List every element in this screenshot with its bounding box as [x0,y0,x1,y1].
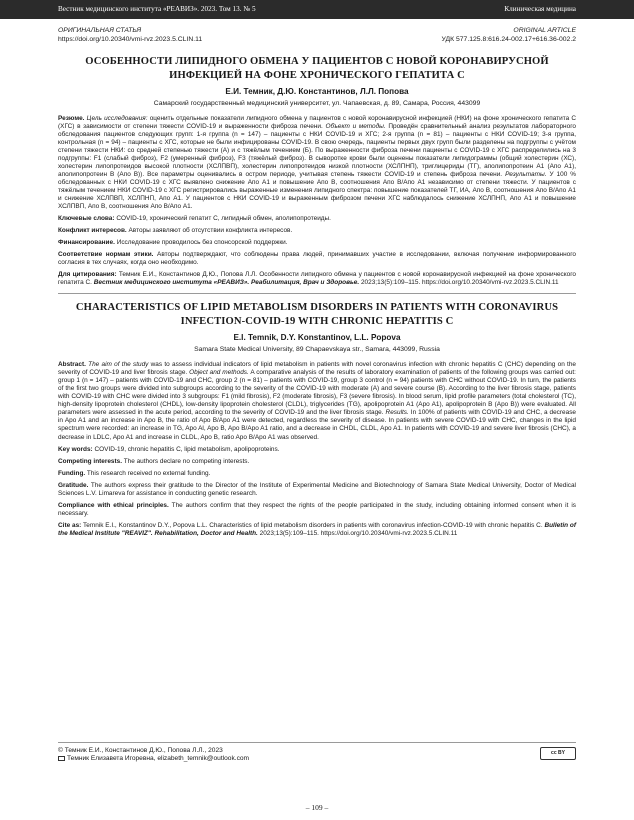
gratitude-en-text: The authors express their gratitude to the Director of the Institute of Experimental Medicine and Biotechnology of Samara State Medical University, Doctor of Medical Sciences L.V. Limareva for assistance in conducting genetic research. [58,481,576,497]
conflict-en-text: The authors declare no competing interests. [123,457,250,465]
results-en-label: Results. [385,409,409,417]
ethics-ru-label: Соответствие нормам этики. [58,251,154,259]
ethics-en [58,502,576,518]
keywords-ru [58,215,576,223]
results-en-text: In 100% of patients with COVID-19 and CHC, a decrease in Apo A1 and an increase in Apo B, the ratio of Apo B/Apo A1 were detected, regardless the severity of disease. In patients with severe COVID-19 with CHC, changes in the lipid spectrum were recorded: an increase in TG, Apo Al, Apo B, Apo B/Apo A1 ratio, and a decrease in CHDL, CLDL, Apo A1. In patients with COVID-19 and severe liver fibrosis (CHC), a decrease in LDLC, Apo A1 and increase in CLDL, Apo B, ratio Apo B/Apo A1 was observed. [58,409,576,441]
meta-right [442,27,576,44]
aim-en-text: was to assess individual indicators of lipid metabolism in patients with novel coronavirus infection with chronic hepatitis C (CHC) depending on the severity of COVID-19 and liver fibrosis stage. [58,361,576,377]
results-ru-label: Результаты. [505,170,547,178]
citation-en-text: Temnik E.I., Konstantinov D.Y., Popova L.L. Characteristics of lipid metabolism disorders in patients with coronavirus infection-COVID-19 with chronic hepatitis C. [83,521,543,529]
citation-en-doi[interactable]: 2023;13(5):109–115. https://doi.org/10.20340/vmi-rvz.2023.5.CLIN.11 [259,529,458,537]
citation-ru-label: Для цитирования: [58,271,117,279]
article-udc: УДК 577.125.8:616.24-002.17+616.36-002.2 [441,35,576,43]
methods-ru-label: Объект и методы. [325,122,386,130]
citation-ru [58,271,576,287]
article-title-ru: ОСОБЕННОСТИ ЛИПИДНОГО ОБМЕНА У ПАЦИЕНТОВ С НОВОЙ КОРОНАВИРУСНОЙ ИНФЕКЦИЕЙ НА ФОНЕ ХРОНИЧЕСКОГО ГЕПАТИТА С [85,56,549,81]
funding-ru-label: Финансирование. [58,239,115,247]
keywords-en-text: COVID-19, chronic hepatitis C, lipid metabolism, apolipoproteins. [94,445,280,453]
abstract-ru [58,115,576,212]
funding-ru-text: Исследование проводилось без спонсорской поддержки. [116,239,288,247]
gratitude-en [58,482,576,498]
article-meta [58,27,576,48]
conflict-en-label: Competing interests. [58,457,123,465]
conflict-en [58,458,576,466]
citation-en [58,522,576,538]
citation-ru-journal: Вестник медицинского института «РЕАВИЗ». Реабилитация, Врач и Здоровье. [93,279,360,287]
ethics-ru-text: Авторы подтверждают, что соблюдены права людей, принимавших участие в исследовании, включая получение информированного согласия в тех случаях, когда оно необходимо. [58,251,577,267]
abstract-ru-label: Резюме. [58,114,85,122]
meta-left [58,27,202,44]
conflict-ru [58,227,576,235]
citation-ru-text: Темник Е.И., Константинов Д.Ю., Попова Л.Л. Особенности липидного обмена у пациентов с новой коронавирусной инфекцией на фоне хронического гепатита С. [58,271,576,287]
contact-line [58,755,576,763]
citation-ru-doi[interactable]: 2023;13(5):109–115. https://doi.org/10.20340/vmi-rvz.2023.5.CLIN.11 [360,279,559,287]
funding-en [58,470,576,478]
article-doi-link[interactable]: https://doi.org/10.20340/vmi-rvz.2023.5.CLIN.11 [58,35,203,43]
cc-license-badge[interactable]: cc BY [540,747,576,760]
conflict-ru-label: Конфликт интересов. [58,227,127,235]
methods-en-text: A comparative analysis of the results of laboratory examination of patients of the following groups was carried out: group 1 (n = 147) – patients with COVID-19 and CHC, group 2 (n = 81) – patients with COVID-19, group 3 control (n = 94) patients with CHC without COVID-19. In turn, the patients of the first two groups were divided into subgroups according to the severity of the COVID-19 with moderate (A) and severe course (B). According to the liver fibrosis stage, patients with COVID-19 with CHC were divided into 3 subgroups: F1 (mild fibrosis), F2 (moderate fibrosis), F3 (severe fibrosis). In blood serum, lipid profile parameters (total cholesterol (TC), high-density lipoprotein cholesterol (CHDL), low-density lipoprotein cholesterol (CLDL), triglycerides (TG), apolipoprotein A1 (Apo A1), apolipoprotein B (Apo B)) were evaluated. All parameters were assessed in the acute period, according to the severity of COVID-19 and the liver fibrosis stage. [58,369,576,417]
citation-en-journal: Bulletin of the Medical Institute "REAVIZ". Rehabilitation, Doctor and Health. [58,521,576,537]
conflict-ru-text: Авторы заявляют об отсутствии конфликта интересов. [128,227,293,235]
footer-text [58,747,576,764]
gratitude-en-label: Gratitude. [58,481,89,489]
results-ru-text: У 100 % обследованных с НКИ COVID-19 с ХГС выявлено снижение Апо А1 и повышение Апо В, соотношения Апо В/Апо А1 независимо от степени тяжести. У пациентов с тяжёлым течением НКИ COVID-19 с ХГС регистрировались выраженные изменения липидного спектра: повышение показателей ТГ, ИА, Апо В, соотношения Апо В/Апо А1 и снижение ХСЛПВП, ХСЛПНП, Апо А1. У пациентов с НКИ COVID-19 и выраженным фиброзом печени ХГС наблюдалось снижение ХСЛПНП, Апо А1 и повышение ХСЛПВП, Апо В, соотношения Апо В/Апо А1. [58,170,576,211]
abstract-en-label: Abstract. [58,361,86,369]
keywords-en-label: Key words: [58,445,93,453]
footer-divider [58,742,576,743]
abstract-en [58,361,576,441]
article-title-en: CHARACTERISTICS OF LIPID METABOLISM DISORDERS IN PATIENTS WITH CORONAVIRUS INFECTION-COVID-19 WITH CHRONIC HEPATITIS C [75,302,559,327]
article-body [58,27,576,538]
page-footer [58,742,576,764]
keywords-ru-label: Ключевые слова: [58,215,115,223]
journal-header-section: Клиническая медицина [504,5,576,13]
keywords-en [58,446,576,454]
methods-ru-text: Проведён сравнительный анализ результатов лабораторного обследования пациентов следующих групп: 1-я группа (n = 147) – пациенты с НКИ COVID-19 и ХГС; 2-я группа (n = 81) – пациенты с НКИ COVID-19; 3-я группа, контрольная (n = 94) – пациенты с ХГС, которые не были инфицированы COVID-19. В свою очередь, пациенты первых двух групп были разделены на подгруппы с учётом степени тяжести НКИ: со средней степенью тяжести (А) и с тяжёлым течением (Б). По выраженности фиброза печени пациенты с COVID-19 с ХГС распределились на 3 подгруппы: F1 (слабый фиброз), F2 (умеренный фиброз), F3 (тяжёлый фиброз). В сыворотке крови были оценены показатели липидограммы (общий холестерин (ХС), холестерин липопротеидов высокой плотности (ХСЛПВП), холестерин липопротеидов низкой плотности (ХСЛПНП), триглицериды (ТГ), аполипопротеин А1 (Апо А1), аполипопротеин В (Апо В)). Все параметры оценивались в остром периоде, учитывая степень тяжести COVID-19 и степень фиброза печени. [58,122,576,178]
citation-en-label: Cite as: [58,521,82,529]
article-type-ru: ОРИГИНАЛЬНАЯ СТАТЬЯ [58,27,142,34]
affiliation-ru: Самарский государственный медицинский университет, ул. Чапаевская, д. 89, Самара, Россия, 443099 [153,100,481,107]
mail-icon [58,756,65,761]
page-number: – 109 – [305,803,329,812]
authors-en: E.I. Temnik, D.Y. Konstantinov, L.L. Popova [233,333,401,343]
ethics-ru [58,251,576,267]
aim-ru-text: оценить отдельные показатели липидного обмена у пациентов с новой коронавирусной инфекцией (НКИ) на фоне хронического гепатита С (ХГС) в зависимости от степени тяжести COVID-19 и выраженности фиброза печени. [58,114,576,130]
funding-en-label: Funding. [58,469,86,477]
language-divider [58,293,576,294]
ethics-en-text: The authors confirm that they respect the rights of the people participated in the study, including obtaining informed consent when it is necessary. [58,501,576,517]
authors-ru: Е.И. Темник, Д.Ю. Константинов, Л.Л. Попова [225,87,409,96]
affiliation-en: Samara State Medical University, 89 Chapaevskaya str., Samara, 443099, Russia [194,346,440,354]
journal-header-bar [0,0,634,19]
keywords-ru-text: COVID-19, хронический гепатит С, липидный обмен, аполипопротеиды. [116,215,331,223]
article-type-en: ORIGINAL ARTICLE [513,27,576,34]
funding-en-text: This research received no external funding. [86,469,211,477]
copyright-notice: © Темник Е.И., Константинов Д.Ю., Попова Л.Л., 2023 [58,747,223,754]
contact-text[interactable]: Темник Елизавета Игоревна, elizabeth_temnik@outlook.com [67,755,250,763]
methods-en-label: Object and methods. [189,369,249,377]
aim-ru-label: Цель исследования: [86,114,148,122]
aim-en-label: The aim of the study [88,361,149,369]
funding-ru [58,239,576,247]
journal-header-title: Вестник медицинского института «РЕАВИЗ». 2023. Том 13. № 5 [58,5,256,13]
ethics-en-label: Compliance with ethical principles. [58,501,169,509]
